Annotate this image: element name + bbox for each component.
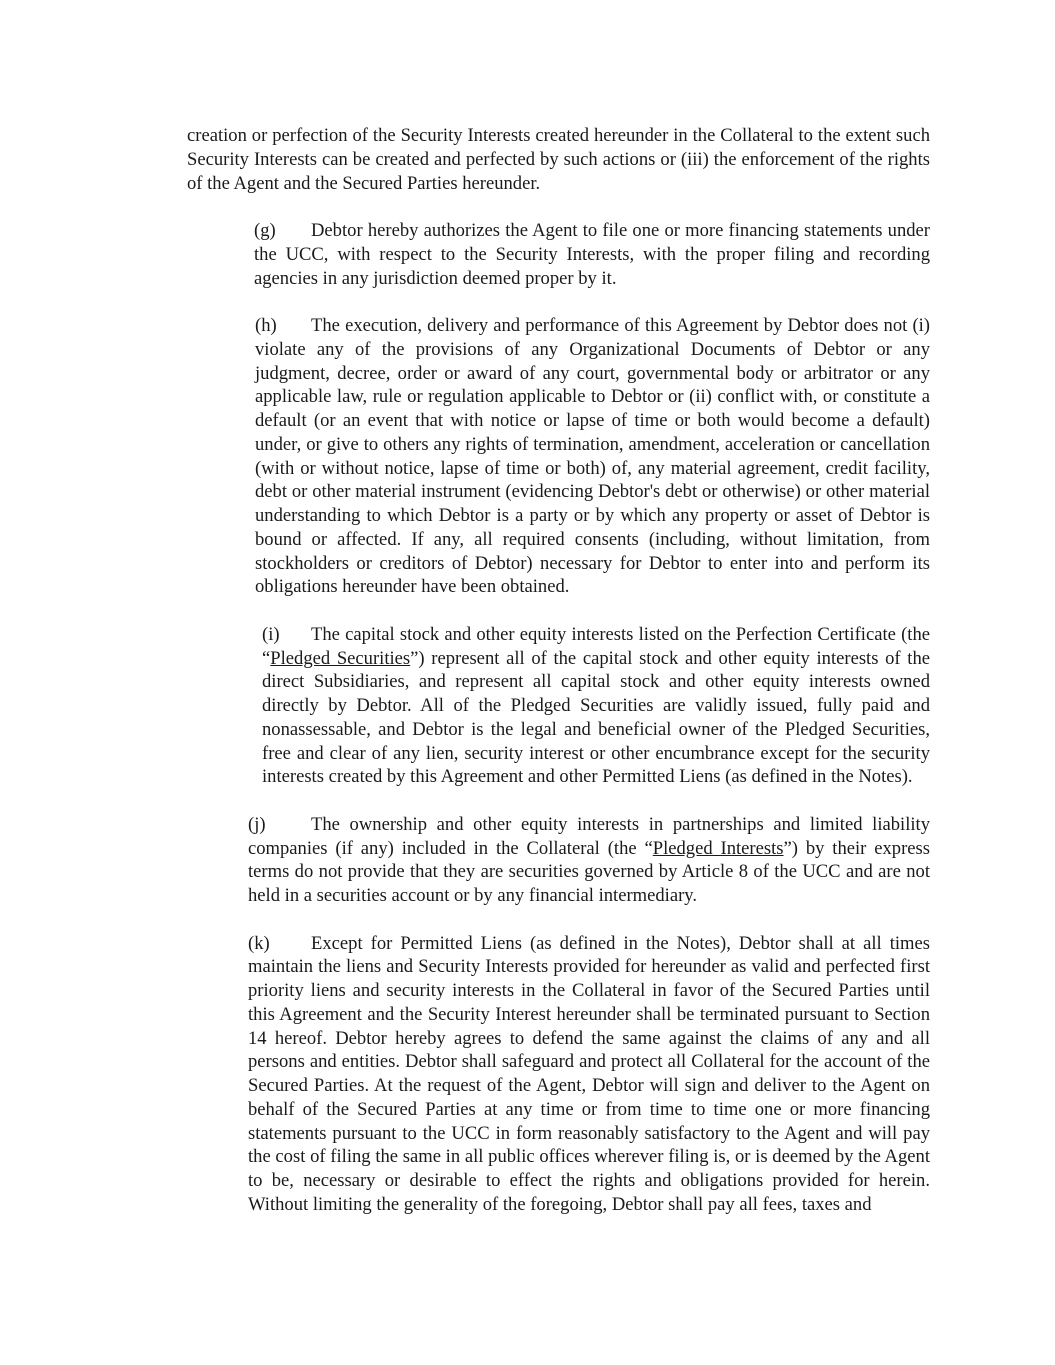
defined-term-pledged-securities: Pledged Securities	[270, 647, 411, 669]
paragraph-label: (i)	[262, 623, 280, 645]
paragraph-text-after: ”) represent all of the capital stock and other equity interests of the direct Subsidiaries, and represent all capital stock and other equity interests owned directly by Debtor. All of the Pledged Securities are validly issued, fully paid and nonassessable, and Debtor is the legal and beneficial owner of the Pledged Securities, free and clear of any lien, security interest or other encumbrance except for the security interests created by this Agreement and other Permitted Liens (as defined in the Notes).	[262, 647, 930, 788]
paragraph-j	[187, 813, 930, 908]
paragraph-g	[187, 219, 930, 290]
paragraph-text: The execution, delivery and performance of this Agreement by Debtor does not (i) violate any of the provisions of any Organizational Documents of Debtor or any judgment, decree, order or award of any court, governmental body or arbitrator or any applicable law, rule or regulation applicable to Debtor or (ii) conflict with, or constitute a default (or an event that with notice or lapse of time or both would become a default) under, or give to others any rights of termination, amendment, acceleration or cancellation (with or without notice, lapse of time or both) of, any material agreement, credit facility, debt or other material instrument (evidencing Debtor's debt or otherwise) or other material understanding to which Debtor is a party or by which any property or asset of Debtor is bound or affected. If any, all required consents (including, without limitation, from stockholders or creditors of Debtor) necessary for Debtor to enter into and perform its obligations hereunder have been obtained.	[255, 315, 930, 598]
paragraph-k	[187, 932, 930, 1217]
paragraph-label: (j)	[248, 813, 266, 835]
defined-term-pledged-interests: Pledged Interests	[652, 837, 784, 859]
paragraph-h	[187, 314, 930, 599]
paragraph-i	[187, 623, 930, 789]
paragraph-text-after: ”) by their express terms do not provide that they are securities governed by Article 8 of the UCC and are not held in a securities account or by any financial intermediary.	[248, 837, 930, 906]
paragraph-intro: creation or perfection of the Security Interests created hereunder in the Collateral to the extent such Security Interests can be created and perfected by such actions or (iii) the enforcement of the rights of the Agent and the Secured Parties hereunder.	[187, 125, 930, 194]
paragraph-label: (k)	[248, 932, 270, 954]
paragraph-text-before: The ownership and other equity interests in partnerships and limited liability companies (if any) included in the Collateral (the “	[248, 813, 930, 859]
paragraph-label: (h)	[255, 315, 277, 336]
paragraph-text-before: The capital stock and other equity interests listed on the Perfection Certificate (the “	[262, 623, 930, 669]
paragraph-text: Except for Permitted Liens (as defined in the Notes), Debtor shall at all times maintain the liens and Security Interests provided for hereunder as valid and perfected first priority liens and security interests in the Collateral in favor of the Secured Parties until this Agreement and the Security Interest hereunder shall be terminated pursuant to Section 14 hereof. Debtor hereby agrees to defend the same against the claims of any and all persons and entities. Debtor shall safeguard and protect all Collateral for the account of the Secured Parties. At the request of the Agent, Debtor will sign and deliver to the Agent on behalf of the Secured Parties at any time or from time to time one or more financing statements pursuant to the UCC in form reasonably satisfactory to the Agent and will pay the cost of filing the same in all public offices wherever filing is, or is deemed by the Agent to be, necessary or desirable to effect the rights and obligations provided for herein. Without limiting the generality of the foregoing, Debtor shall pay all fees, taxes and	[248, 932, 930, 1215]
paragraph-text: Debtor hereby authorizes the Agent to file one or more financing statements under the UCC, with respect to the Security Interests, with the proper filing and recording agencies in any jurisdiction deemed proper by it.	[254, 220, 930, 289]
document-page	[187, 124, 930, 1217]
paragraph-label: (g)	[254, 220, 276, 241]
